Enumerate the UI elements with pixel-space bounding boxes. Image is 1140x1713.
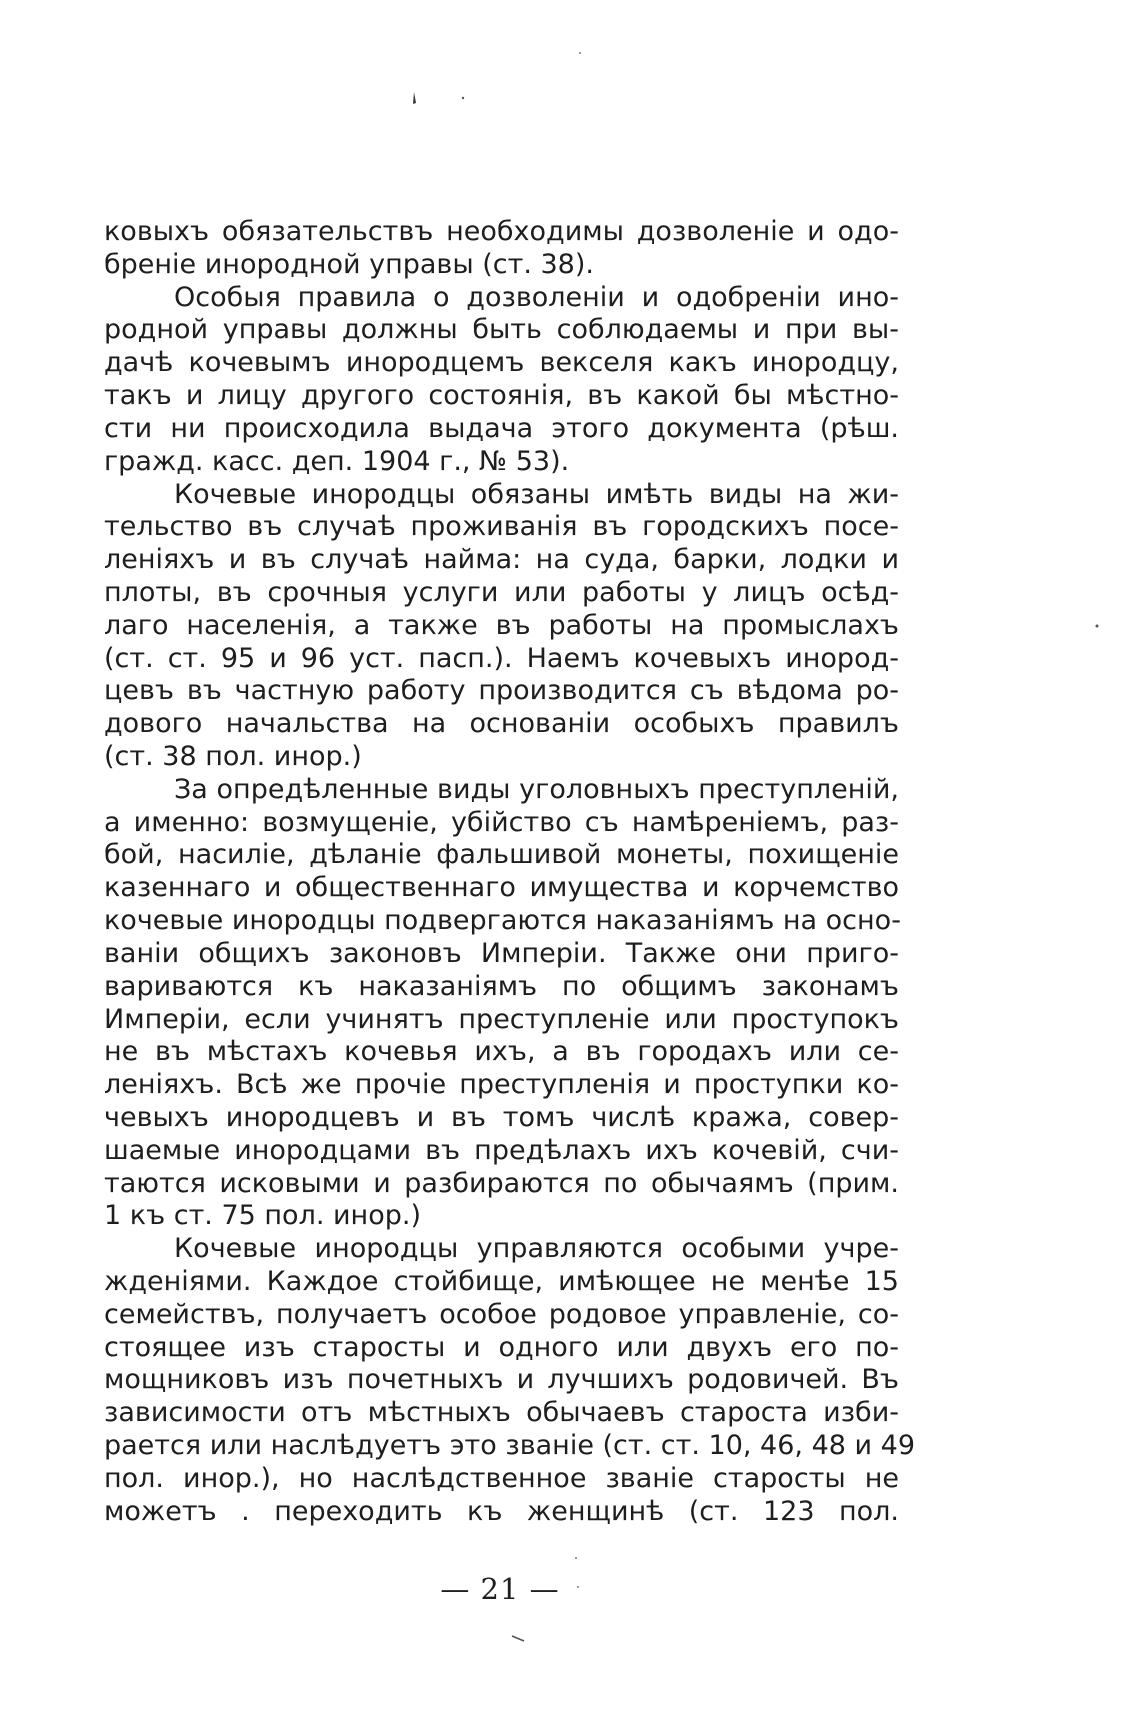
text-line: бренiе инородной управы (ст. 38). (104, 248, 594, 280)
speck (462, 97, 464, 99)
text-line: ленiяхъ. Всѣ же прочiе преступленiя и проступки ко- (104, 1069, 899, 1101)
page-number: — 21 — (440, 1572, 560, 1606)
text-line: ковыхъ обязательствъ необходимы дозволенiе и одо- (104, 216, 899, 247)
speck (575, 1557, 577, 1559)
text-line: 1 къ ст. 75 пол. инор.) (104, 1200, 421, 1232)
text-line: лаго населенiя, а также въ работы на промыслахъ (104, 609, 899, 641)
text-line: дачѣ кочевымъ инородцемъ векселя какъ инородцу, (104, 347, 899, 379)
text-line: не въ мѣстахъ кочевья ихъ, а въ городахъ или се- (104, 1036, 899, 1068)
text-line: Кочевые инородцы управляются особыми учре- (174, 1233, 899, 1265)
text-line: Имперiи, если учинятъ преступленiе или проступокъ (104, 1003, 899, 1035)
text-line: зависимости отъ мѣстныхъ обычаевъ староста изби- (104, 1397, 899, 1429)
text-line: цевъ въ частную работу производится съ вѣдома ро- (104, 675, 899, 707)
text-line: можетъ . переходить къ женщинѣ (ст. 123 пол. (104, 1495, 899, 1527)
speck (1096, 625, 1099, 628)
text-line: такъ и лицу другого состоянiя, въ какой бы мѣстно- (104, 380, 899, 412)
text-line: таются исковыми и разбираются по обычаямъ (прим. (104, 1167, 899, 1199)
text-line: тельство въ случаѣ проживанiя въ городскихъ посе- (104, 511, 899, 543)
text-line: За опредѣленные виды уголовныхъ преступленiй, (174, 773, 899, 805)
ink-mark (413, 92, 416, 104)
text-line: дового начальства на основанiи особыхъ правилъ (104, 708, 899, 740)
text-line: (ст. 38 пол. инор.) (104, 741, 362, 772)
text-line: плоты, въ срочныя услуги или работы у лицъ осѣд- (104, 576, 899, 608)
text-line: стоящее изъ старосты и одного или двухъ его по- (104, 1331, 899, 1363)
body-text (104, 216, 916, 1529)
text-line: вариваются къ наказанiямъ по общимъ законамъ (104, 970, 899, 1002)
text-line: (ст. ст. 95 и 96 уст. пасп.). Наемъ кочевыхъ инород- (104, 642, 899, 674)
text-line: Особыя правила о дозволенiи и одобренiи ино- (174, 281, 899, 313)
text-line: родной управы должны быть соблюдаемы и при вы- (104, 314, 899, 346)
text-line: чевыхъ инородцевъ и въ томъ числѣ кража, совер- (104, 1101, 899, 1133)
text-line: мощниковъ изъ почетныхъ и лучшихъ родовичей. Въ (104, 1364, 899, 1396)
text-line: жденiями. Каждое стойбище, имѣющее не менѣе 15 (104, 1266, 899, 1297)
text-line: пол. инор.), но наслѣдственное званiе старосты не (104, 1462, 899, 1494)
text-line: а именно: возмущенiе, убiйство съ намѣренiемъ, раз- (104, 806, 899, 838)
text-line: кочевые инородцы подвергаются наказанiямъ на осно- (104, 905, 901, 937)
text-line: ванiи общихъ законовъ Имперiи. Также они приго- (104, 937, 899, 969)
text-line: ленiяхъ и въ случаѣ найма: на суда, барки, лодки и (104, 544, 899, 576)
text-line: Кочевые инородцы обязаны имѣть виды на жи- (174, 478, 899, 510)
text-line: казеннаго и общественнаго имущества и корчемство (104, 872, 899, 904)
speck (579, 52, 581, 54)
text-line: гражд. касс. деп. 1904 г., № 53). (104, 445, 570, 477)
speck (512, 1636, 524, 1641)
text-line: сти ни происходила выдача этого документа (рѣш. (104, 412, 899, 444)
text-line: рается или наслѣдуетъ это званiе (ст. ст. 10, 46, 48 и 49 (104, 1430, 916, 1462)
text-line: семействъ, получаетъ особое родовое управленiе, со- (104, 1298, 899, 1330)
text-line: бой, насилiе, дѣланiе фальшивой монеты, похищенiе (104, 839, 899, 871)
text-line: шаемые инородцами въ предѣлахъ ихъ кочевiй, счи- (104, 1134, 899, 1166)
